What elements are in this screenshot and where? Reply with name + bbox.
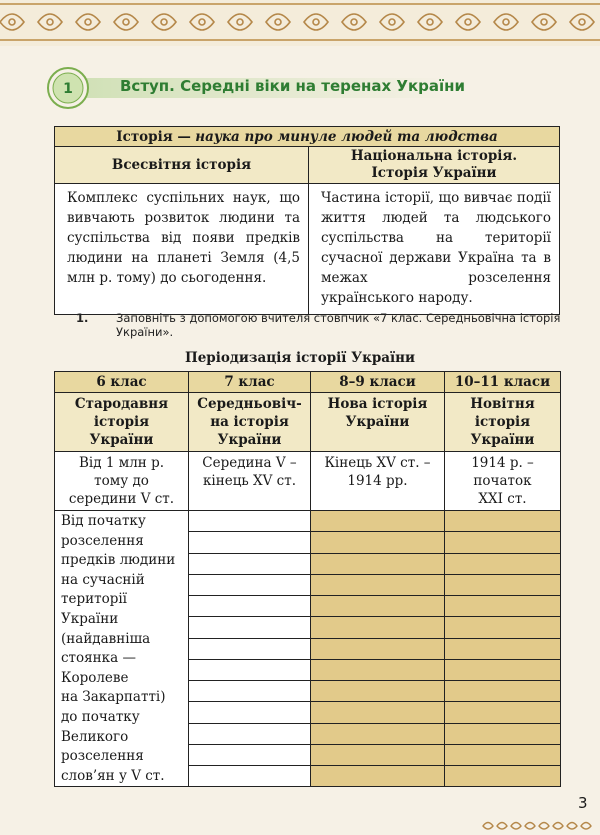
- fill-cell-7th-grade[interactable]: [189, 681, 311, 702]
- fill-cell-7th-grade[interactable]: [189, 744, 311, 765]
- lesson-title: Вступ. Середні віки на теренах України: [120, 77, 466, 95]
- dates-row: [55, 452, 561, 511]
- task-text: Заповніть з допомогою вчителя стовпчик «7 клас. Середньовічна історія України».: [116, 311, 561, 339]
- table-caption: [55, 127, 560, 147]
- shaded-cell: [445, 596, 561, 617]
- shaded-cell: [311, 596, 445, 617]
- footer-ornament-motif: [581, 823, 591, 830]
- footer-ornament-motif: [511, 823, 521, 830]
- shaded-cell: [311, 766, 445, 787]
- shaded-cell: [445, 638, 561, 659]
- shaded-cell: [311, 574, 445, 595]
- national-history-header: Національна історія. Історія України: [309, 147, 560, 184]
- fill-cell-7th-grade[interactable]: [189, 638, 311, 659]
- shaded-cell: [445, 766, 561, 787]
- task-number: 1.: [76, 311, 89, 325]
- fill-cell-7th-grade[interactable]: [189, 659, 311, 680]
- footer-ornament-motif: [525, 823, 535, 830]
- shaded-cell: [445, 574, 561, 595]
- period-cell: Новітня історія України: [445, 393, 561, 452]
- fill-cell-7th-grade[interactable]: [189, 596, 311, 617]
- fill-cell-7th-grade[interactable]: [189, 532, 311, 553]
- shaded-cell: [311, 553, 445, 574]
- ancient-period-description: Від початку розселення предків людини на сучасній території України (найдавніша стоянка — Королеве на Закарпатті) до початку Великого розселення слов’ян у V ст.: [55, 511, 189, 787]
- shaded-cell: [445, 532, 561, 553]
- fill-cell-7th-grade[interactable]: [189, 766, 311, 787]
- fill-cell-7th-grade[interactable]: [189, 574, 311, 595]
- footer-ornament-motif: [483, 823, 493, 830]
- shaded-cell: [311, 659, 445, 680]
- date-cell: 1914 р. – початок XXI ст.: [445, 452, 561, 511]
- shaded-cell: [311, 681, 445, 702]
- world-history-header: Всесвітня історія: [55, 147, 309, 184]
- shaded-cell: [311, 723, 445, 744]
- shaded-cell: [445, 723, 561, 744]
- grades-row: [55, 372, 561, 393]
- caption-definition: наука про минуле людей та людства: [195, 128, 498, 145]
- grade-cell: 10–11 класи: [445, 372, 561, 393]
- footer-ornament-motif: [539, 823, 549, 830]
- shaded-cell: [445, 511, 561, 532]
- shaded-cell: [311, 702, 445, 723]
- period-cell: Нова історія України: [311, 393, 445, 452]
- grade-cell: 6 клас: [55, 372, 189, 393]
- top-ornament-border: [0, 0, 600, 46]
- date-cell: Кінець XV ст. – 1914 рр.: [311, 452, 445, 511]
- footer-ornament-motif: [553, 823, 563, 830]
- footer-ornament-motif: [497, 823, 507, 830]
- period-cell: Стародавня історія України: [55, 393, 189, 452]
- lesson-number: 1: [63, 81, 73, 97]
- periodization-table: [54, 371, 561, 787]
- history-definition-table: [54, 126, 560, 315]
- shaded-cell: [445, 659, 561, 680]
- fill-cell-7th-grade[interactable]: [189, 511, 311, 532]
- date-cell: Від 1 млн р. тому до середини V ст.: [55, 452, 189, 511]
- lesson-header: [46, 66, 566, 110]
- world-history-definition: Комплекс суспільних наук, що вивчають розвиток людини та суспільства від появи предків людини на планеті Земля (4,5 млн р. тому) до сьогодення.: [55, 184, 309, 315]
- caption-term: Історія —: [116, 128, 191, 145]
- shaded-cell: [311, 511, 445, 532]
- date-cell: Середина V – кінець XV ст.: [189, 452, 311, 511]
- grade-cell: 8–9 класи: [311, 372, 445, 393]
- lesson-number-badge: [46, 66, 90, 110]
- page-number: 3: [578, 794, 588, 812]
- shaded-cell: [445, 744, 561, 765]
- shaded-cell: [311, 744, 445, 765]
- national-history-definition: Частина історії, що вивчає події життя людей та людського суспільства на території сучасної держави Україна та в межах розселення українського народу.: [309, 184, 560, 315]
- shaded-cell: [311, 638, 445, 659]
- shaded-cell: [445, 553, 561, 574]
- shaded-cell: [311, 532, 445, 553]
- shaded-cell: [311, 617, 445, 638]
- shaded-cell: [445, 681, 561, 702]
- footer-ornament: [482, 818, 600, 832]
- shaded-cell: [445, 702, 561, 723]
- shaded-cell: [445, 617, 561, 638]
- periodization-title: Періодизація історії України: [184, 350, 416, 366]
- fill-cell-7th-grade[interactable]: [189, 702, 311, 723]
- fill-cell-7th-grade[interactable]: [189, 723, 311, 744]
- footer-ornament-motif: [567, 823, 577, 830]
- grade-cell: 7 клас: [189, 372, 311, 393]
- periods-row: [55, 393, 561, 452]
- fill-cell-7th-grade[interactable]: [189, 553, 311, 574]
- period-cell: Середньовіч- на історія України: [189, 393, 311, 452]
- fill-cell-7th-grade[interactable]: [189, 617, 311, 638]
